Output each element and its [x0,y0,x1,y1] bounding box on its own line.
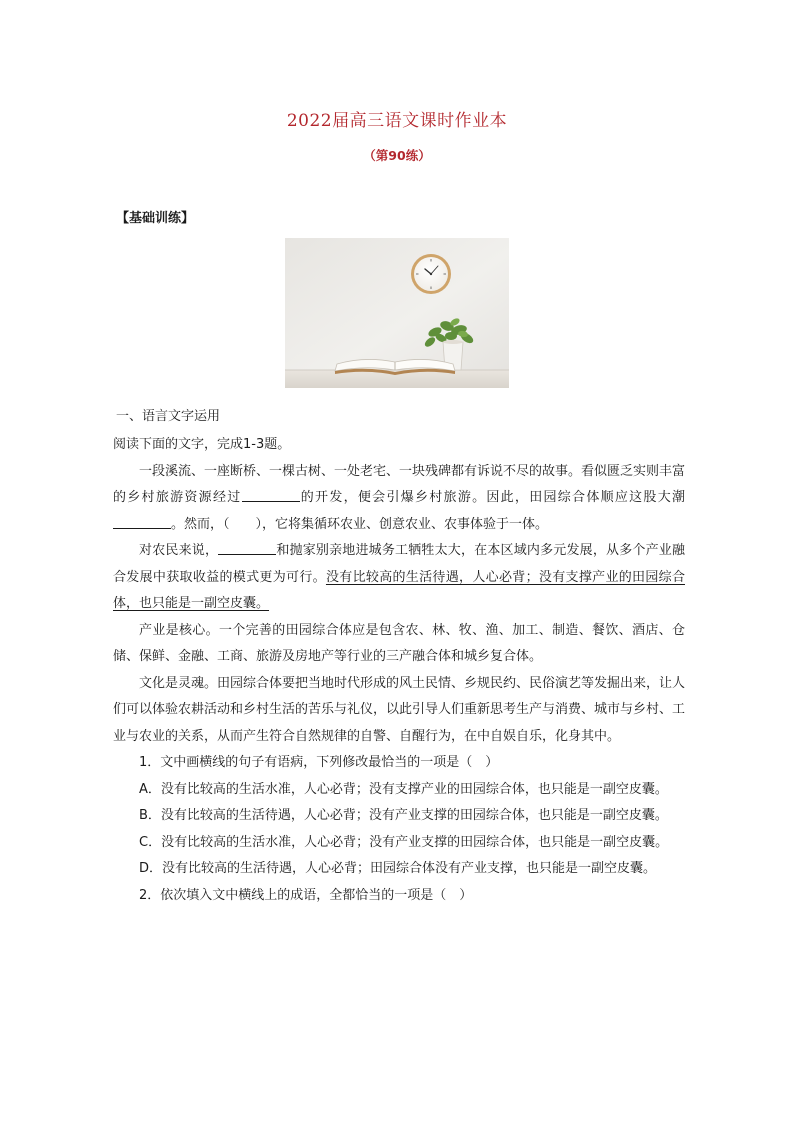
paragraph-text: 的开发，便会引爆乡村旅游。因此，田园综合体顺应这股大潮 [299,490,685,505]
question-1: 1．文中画横线的句子有语病，下列修改最恰当的一项是（ ） [139,755,499,770]
passage-paragraph-3: 产业是核心。一个完善的田园综合体应是包含农、林、牧、渔、加工、制造、餐饮、酒店、仓储、保鲜、金融、工商、旅游及房地产等行业的三产融合体和城乡复合体。 [113,622,685,664]
paragraph-text: 。然而，（ ），它将集循环农业、创意农业、农事体验于一体。 [171,516,549,532]
fill-blank-3 [218,541,276,555]
question-1-option-d: D．没有比较高的生活待遇，人心必背；田园综合体没有产业支撑，也只能是一副空皮囊。 [139,861,657,876]
question-1-option-a: A．没有比较高的生活水准，人心必背；没有支撑产业的田园综合体，也只能是一副空皮囊。 [139,781,668,797]
passage-paragraph-2 [113,538,685,618]
question-1-option-b: B．没有比较高的生活待遇，人心必背；没有产业支撑的田园综合体，也只能是一副空皮囊。 [139,808,668,823]
passage-paragraph-4: 文化是灵魂。田园综合体要把当地时代形成的风土民情、乡规民约、民俗演艺等发掘出来，让人们可以体验农耕活动和乡村生活的苦乐与礼仪，以此引导人们重新思考生产与消费、城市与乡村、工业与农业的关系，从而产生符合自然规律的自警、自醒行为，在中自娱自乐，化身其中。 [113,675,686,744]
fill-blank-2 [113,515,171,529]
part-heading: 一、语言文字运用 [116,409,221,424]
fill-blank-1 [242,488,300,502]
page-subtitle: （第90练） [363,148,431,163]
paragraph-text: 一段溪流、一座断桥、一棵古树、一处老宅、一块残碑都有诉说不尽的故事。看似匮乏实则丰富的乡村旅游资源经过 [113,463,686,505]
question-1-option-c: C．没有比较高的生活水准，人心必背；没有产业支撑的田园综合体，也只能是一副空皮囊。 [139,834,669,850]
passage-content [113,432,685,909]
clock-plant-book-photo [285,238,509,388]
passage-paragraph-1 [113,459,685,539]
page-title: 2022届高三语文课时作业本 [286,111,508,131]
underlined-sentence: 没有比较高的生活待遇，人心必背；没有支撑产业的田园综合体，也只能是一副空皮囊。 [113,569,685,611]
paragraph-text: 对农民来说， [139,543,219,558]
question-2: 2．依次填入文中横线上的成语，全都恰当的一项是（ ） [139,887,473,903]
paragraph-text: 和抛家别亲地进城务工牺牲太大，在本区域内多元发展，从多个产业融合发展中获取收益的模式更为可行。 [113,543,685,585]
photo-illustration [285,238,509,388]
instruction: 阅读下面的文字，完成1-3题。 [113,437,291,452]
section-label: 【基础训练】 [116,211,195,226]
